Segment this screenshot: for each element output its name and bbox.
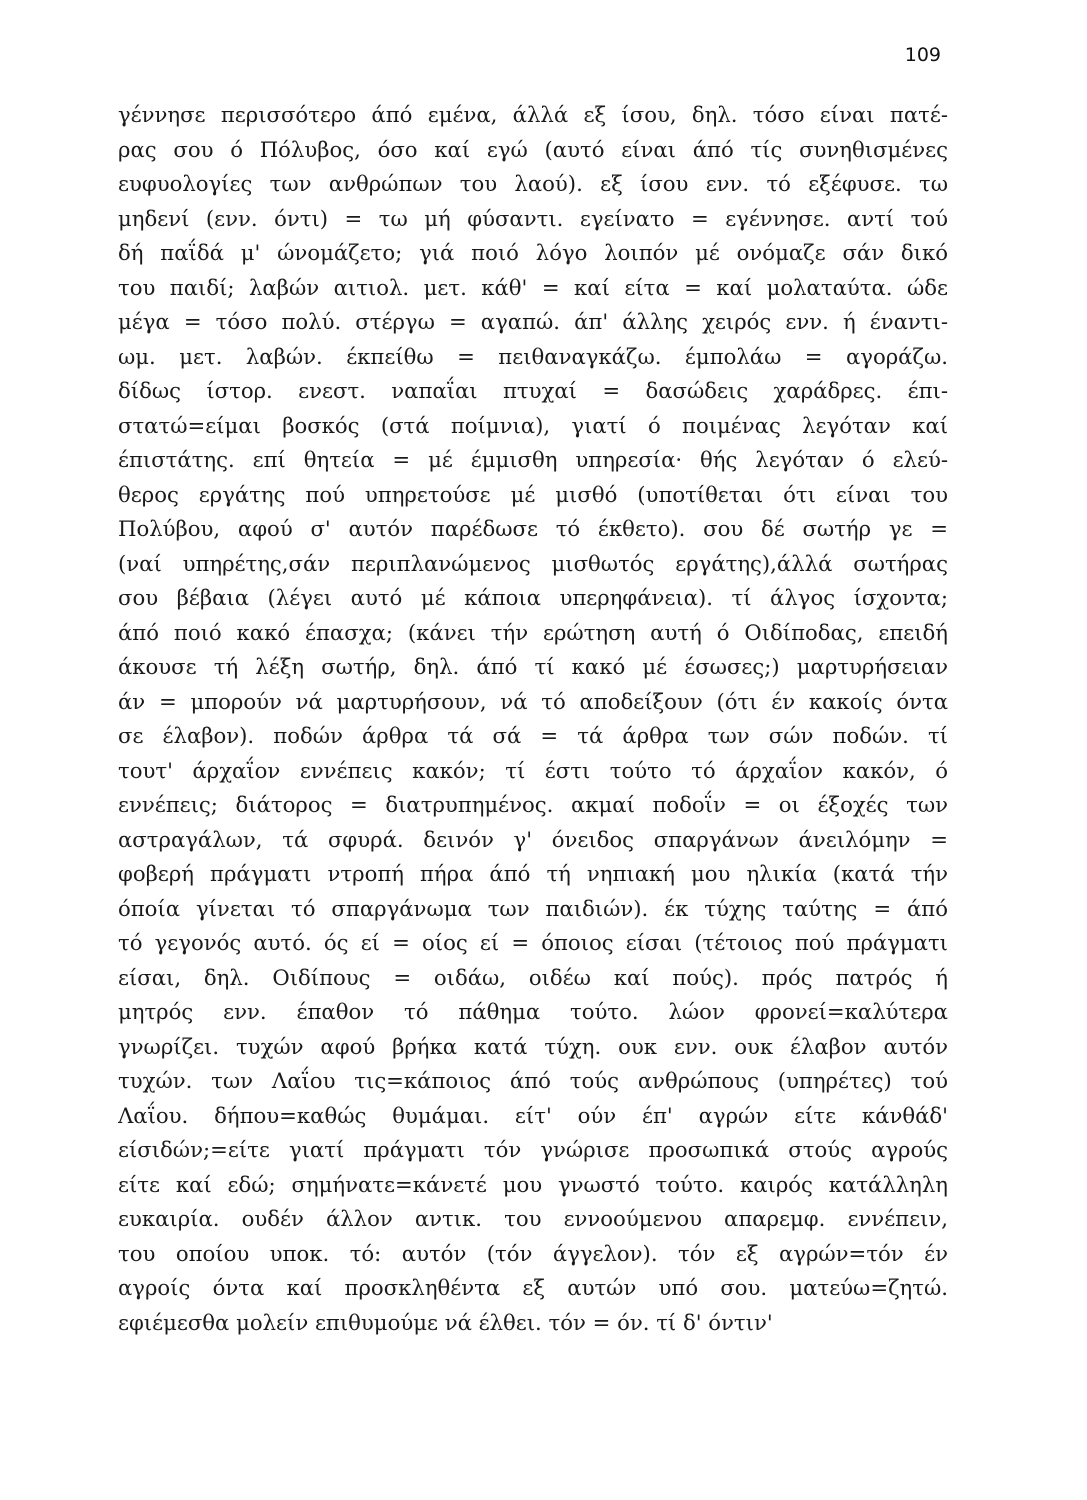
text-line: φοβερή πράγματι ντροπή πήρα άπό τή νηπιακή μου ηλικία (κατά τήν [118,861,948,886]
text-line: Πολύβου, αφού σ' αυτόν παρέδωσε τό έκθετο). σου δέ σωτήρ γε = [118,516,948,541]
text-line: γέννησε περισσότερο άπό εμένα, άλλά εξ ίσου, δηλ. τόσο είναι πατέ- [118,102,948,127]
text-line: άπό ποιό κακό έπασχα; (κάνει τήν ερώτηση αυτή ό Οιδίποδας, επειδή [118,619,948,645]
text-line: μητρός ενν. έπαθον τό πάθημα τούτο. λώον φρονεί=καλύτερα [118,999,948,1024]
text-line: ωμ. μετ. λαβών. έκπείθω = πειθαναγκάζω. έμπολάω = αγοράζω. [118,343,948,369]
text-line: τυχών. των Λαΐου τις=κάποιος άπό τούς ανθρώπους (υπηρέτες) τού [118,1068,948,1093]
text-line: γνωρίζει. τυχών αφού βρήκα κατά τύχη. ουκ ενν. ουκ έλαβον αυτόν [118,1033,948,1059]
text-line: ευκαιρία. ουδέν άλλον αντικ. του εννοούμενου απαρεμφ. εννέπειν, [118,1206,948,1231]
text-line: άν = μπορούν νά μαρτυρήσουν, νά τό αποδείξουν (ότι έν κακοίς όντα [118,688,948,714]
text-line: είσιδών;=είτε γιατί πράγματι τόν γνώρισε προσωπικά στούς αγρούς [118,1137,948,1162]
text-line: δίδως ίστορ. ενεστ. ναπαΐαι πτυχαί = δασώδεις χαράδρες. έπι- [118,378,948,403]
text-line: τό γεγονός αυτό. ός εί = οίος εί = όποιος είσαι (τέτοιος πού πράγματι [118,930,948,955]
text-line: ευφυολογίες των ανθρώπων του λαού). εξ ίσου ενν. τό εξέφυσε. τω [118,171,948,196]
text-line: του οποίου υποκ. τό: αυτόν (τόν άγγελον). τόν εξ αγρών=τόν έν [118,1240,948,1266]
text-line: είσαι, δηλ. Οιδίπους = οιδάω, οιδέω καί πούς). πρός πατρός ή [118,964,948,990]
text-line: σου βέβαια (λέγει αυτό μέ κάποια υπερηφάνεια). τί άλγος ίσχοντα; [118,585,948,610]
text-line: Λαΐου. δήπου=καθώς θυμάμαι. είτ' ούν έπ' αγρών είτε κάνθάδ' [118,1102,948,1128]
text-line: στατώ=είμαι βοσκός (στά ποίμνια), γιατί ό ποιμένας λεγόταν καί [118,412,948,438]
text-line: του παιδί; λαβών αιτιολ. μετ. κάθ' = καί είτα = καί μολαταύτα. ώδε [118,274,948,300]
text-line: εφιέμεσθα μολείν επιθυμούμε νά έλθει. τόν = όν. τί δ' όντιν' [118,1309,773,1335]
text-line: άκουσε τή λέξη σωτήρ, δηλ. άπό τί κακό μέ έσωσες;) μαρτυρήσειαν [118,654,948,679]
text-line: (ναί υπηρέτης,σάν περιπλανώμενος μισθωτός εργάτης),άλλά σωτήρας [118,550,948,576]
text-line: είτε καί εδώ; σημήνατε=κάνετέ μου γνωστό τούτο. καιρός κατάλληλη [118,1171,948,1197]
text-line: ρας σου ό Πόλυβος, όσο καί εγώ (αυτό είναι άπό τίς συνηθισμένες [118,136,948,162]
text-line: μηδενί (ενν. όντι) = τω μή φύσαντι. εγείνατο = εγέννησε. αντί τού [118,205,948,231]
text-line: μέγα = τόσο πολύ. στέργω = αγαπώ. άπ' άλλης χειρός ενν. ή έναντι- [118,309,948,334]
text-line: όποία γίνεται τό σπαργάνωμα των παιδιών). έκ τύχης ταύτης = άπό [118,895,948,921]
commentary-text [118,98,948,1340]
text-line: αγροίς όντα καί προσκληθέντα εξ αυτών υπό σου. ματεύω=ζητώ. [118,1275,948,1300]
text-line: τουτ' άρχαΐον εννέπεις κακόν; τί έστι τούτο τό άρχαΐον κακόν, ό [118,757,948,783]
text-line: δή παΐδά μ' ώνομάζετο; γιά ποιό λόγο λοιπόν μέ ονόμαζε σάν δικό [118,240,948,265]
text-line: αστραγάλων, τά σφυρά. δεινόν γ' όνειδος σπαργάνων άνειλόμην = [118,826,948,852]
text-line: έπιστάτης. επί θητεία = μέ έμμισθη υπηρεσία· θής λεγόταν ό ελεύ- [118,447,948,472]
text-line: θερος εργάτης πού υπηρετούσε μέ μισθό (υποτίθεται ότι είναι του [118,481,948,507]
text-line: σε έλαβον). ποδών άρθρα τά σά = τά άρθρα των σών ποδών. τί [118,723,948,748]
text-line: εννέπεις; διάτορος = διατρυπημένος. ακμαί ποδοΐν = οι έξοχές των [118,792,948,817]
page-number: 109 [904,44,941,66]
